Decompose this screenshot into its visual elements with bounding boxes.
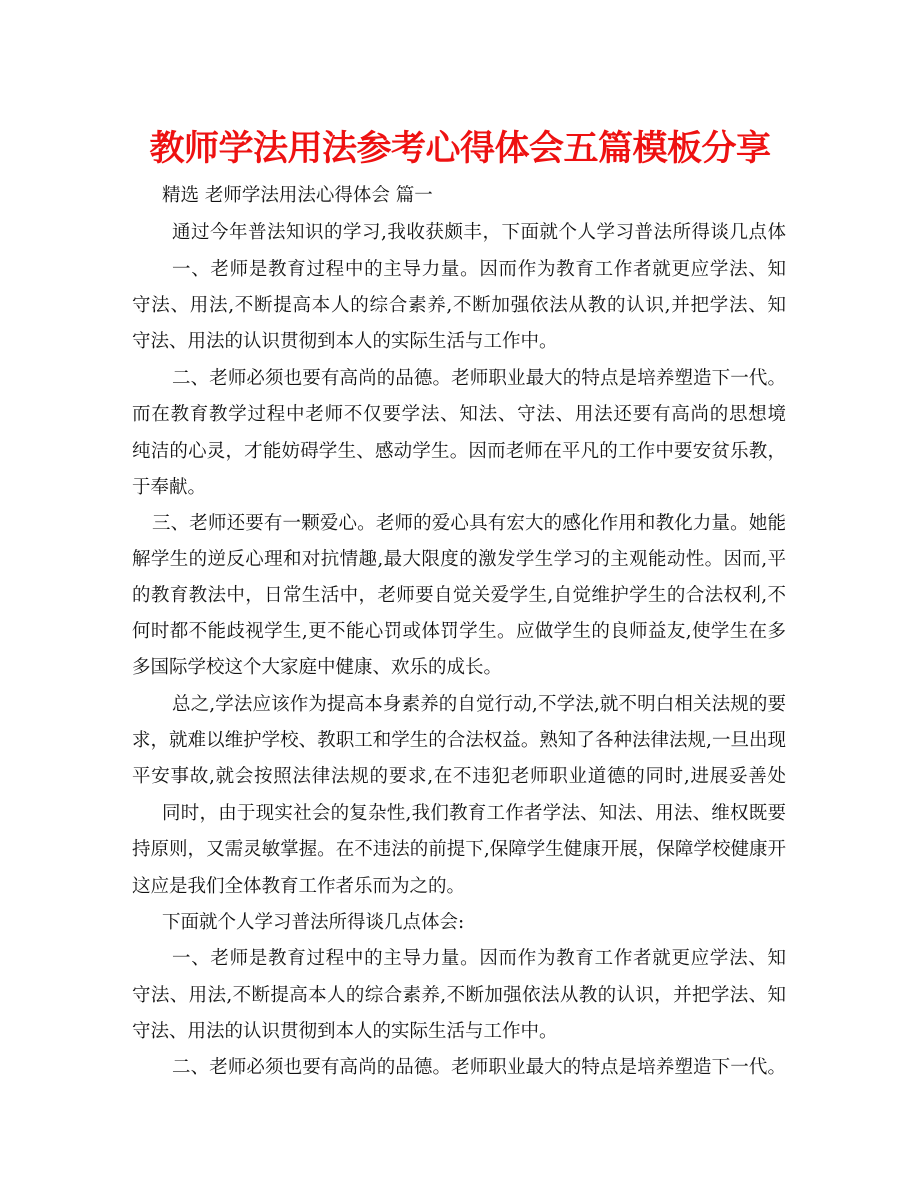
paragraph-line: 于奉献。 — [132, 477, 207, 498]
document-title: 教师学法用法参考心得体会五篇模板分享 — [149, 129, 771, 169]
paragraph-line: 三、老师还要有一颗爱心。老师的爱心具有宏大的感化作用和教化力量。她能 — [152, 513, 786, 534]
paragraph-line: 持原则，又需灵敏掌握。在不违法的前提下,保障学生健康开展，保障学校健康开 — [132, 839, 786, 860]
paragraph-line: 的教育教法中，日常生活中，老师要自觉关爱学生,自觉维护学生的合法权利,不 — [132, 585, 786, 606]
paragraph-line: 这应是我们全体教育工作者乐而为之的。 — [132, 876, 466, 897]
paragraph-line: 守法、用法的认识贯彻到本人的实际生活与工作中。 — [132, 331, 558, 352]
paragraph-line: 守法、用法,不断提高本人的综合素养,不断加强依法从教的认识，并把学法、知 — [132, 985, 786, 1006]
paragraph-line: 同时，由于现实社会的复杂性,我们教育工作者学法、知法、用法、维权既要 — [162, 803, 786, 824]
paragraph-line: 纯洁的心灵，才能妨碍学生、感动学生。因而老师在平凡的工作中要安贫乐教， — [132, 441, 786, 462]
paragraph-line: 二、老师必须也要有高尚的品德。老师职业最大的特点是培养塑造下一代。 — [172, 368, 786, 389]
paragraph-line: 一、老师是教育过程中的主导力量。因而作为教育工作者就更应学法、知 — [172, 948, 786, 969]
paragraph-line: 求，就难以维护学校、教职工和学生的合法权益。熟知了各种法律法规,一旦出现 — [132, 730, 786, 751]
paragraph-line: 何时都不能歧视学生,更不能心罚或体罚学生。应做学生的良师益友,使学生在多 — [132, 621, 786, 642]
paragraph-line: 守法、用法,不断提高本人的综合素养,不断加强依法从教的认识,并把学法、知 — [132, 295, 786, 316]
paragraph-line: 守法、用法的认识贯彻到本人的实际生活与工作中。 — [132, 1021, 558, 1042]
paragraph-line: 下面就个人学习普法所得谈几点体会: — [162, 912, 465, 933]
paragraph-line: 总之,学法应该作为提高本身素养的自觉行动,不学法,就不明白相关法规的要 — [172, 694, 786, 715]
paragraph-line: 二、老师必须也要有高尚的品德。老师职业最大的特点是培养塑造下一代。 — [172, 1057, 786, 1078]
section-heading: 精选 老师学法用法心得体会 篇一 — [162, 185, 433, 206]
paragraph-line: 解学生的逆反心理和对抗情趣,最大限度的激发学生学习的主观能动性。因而,平 — [132, 549, 786, 570]
paragraph-line: 通过今年普法知识的学习,我收获颇丰，下面就个人学习普法所得谈几点体 — [172, 222, 786, 243]
paragraph-line: 多国际学校这个大家庭中健康、欢乐的成长。 — [132, 657, 503, 678]
paragraph-line: 平安事故,就会按照法律法规的要求,在不违犯老师职业道德的同时,进展妥善处 — [132, 766, 786, 787]
paragraph-line: 而在教育教学过程中老师不仅要学法、知法、守法、用法还要有高尚的思想境 — [132, 404, 786, 425]
paragraph-line: 一、老师是教育过程中的主导力量。因而作为教育工作者就更应学法、知 — [172, 259, 786, 280]
